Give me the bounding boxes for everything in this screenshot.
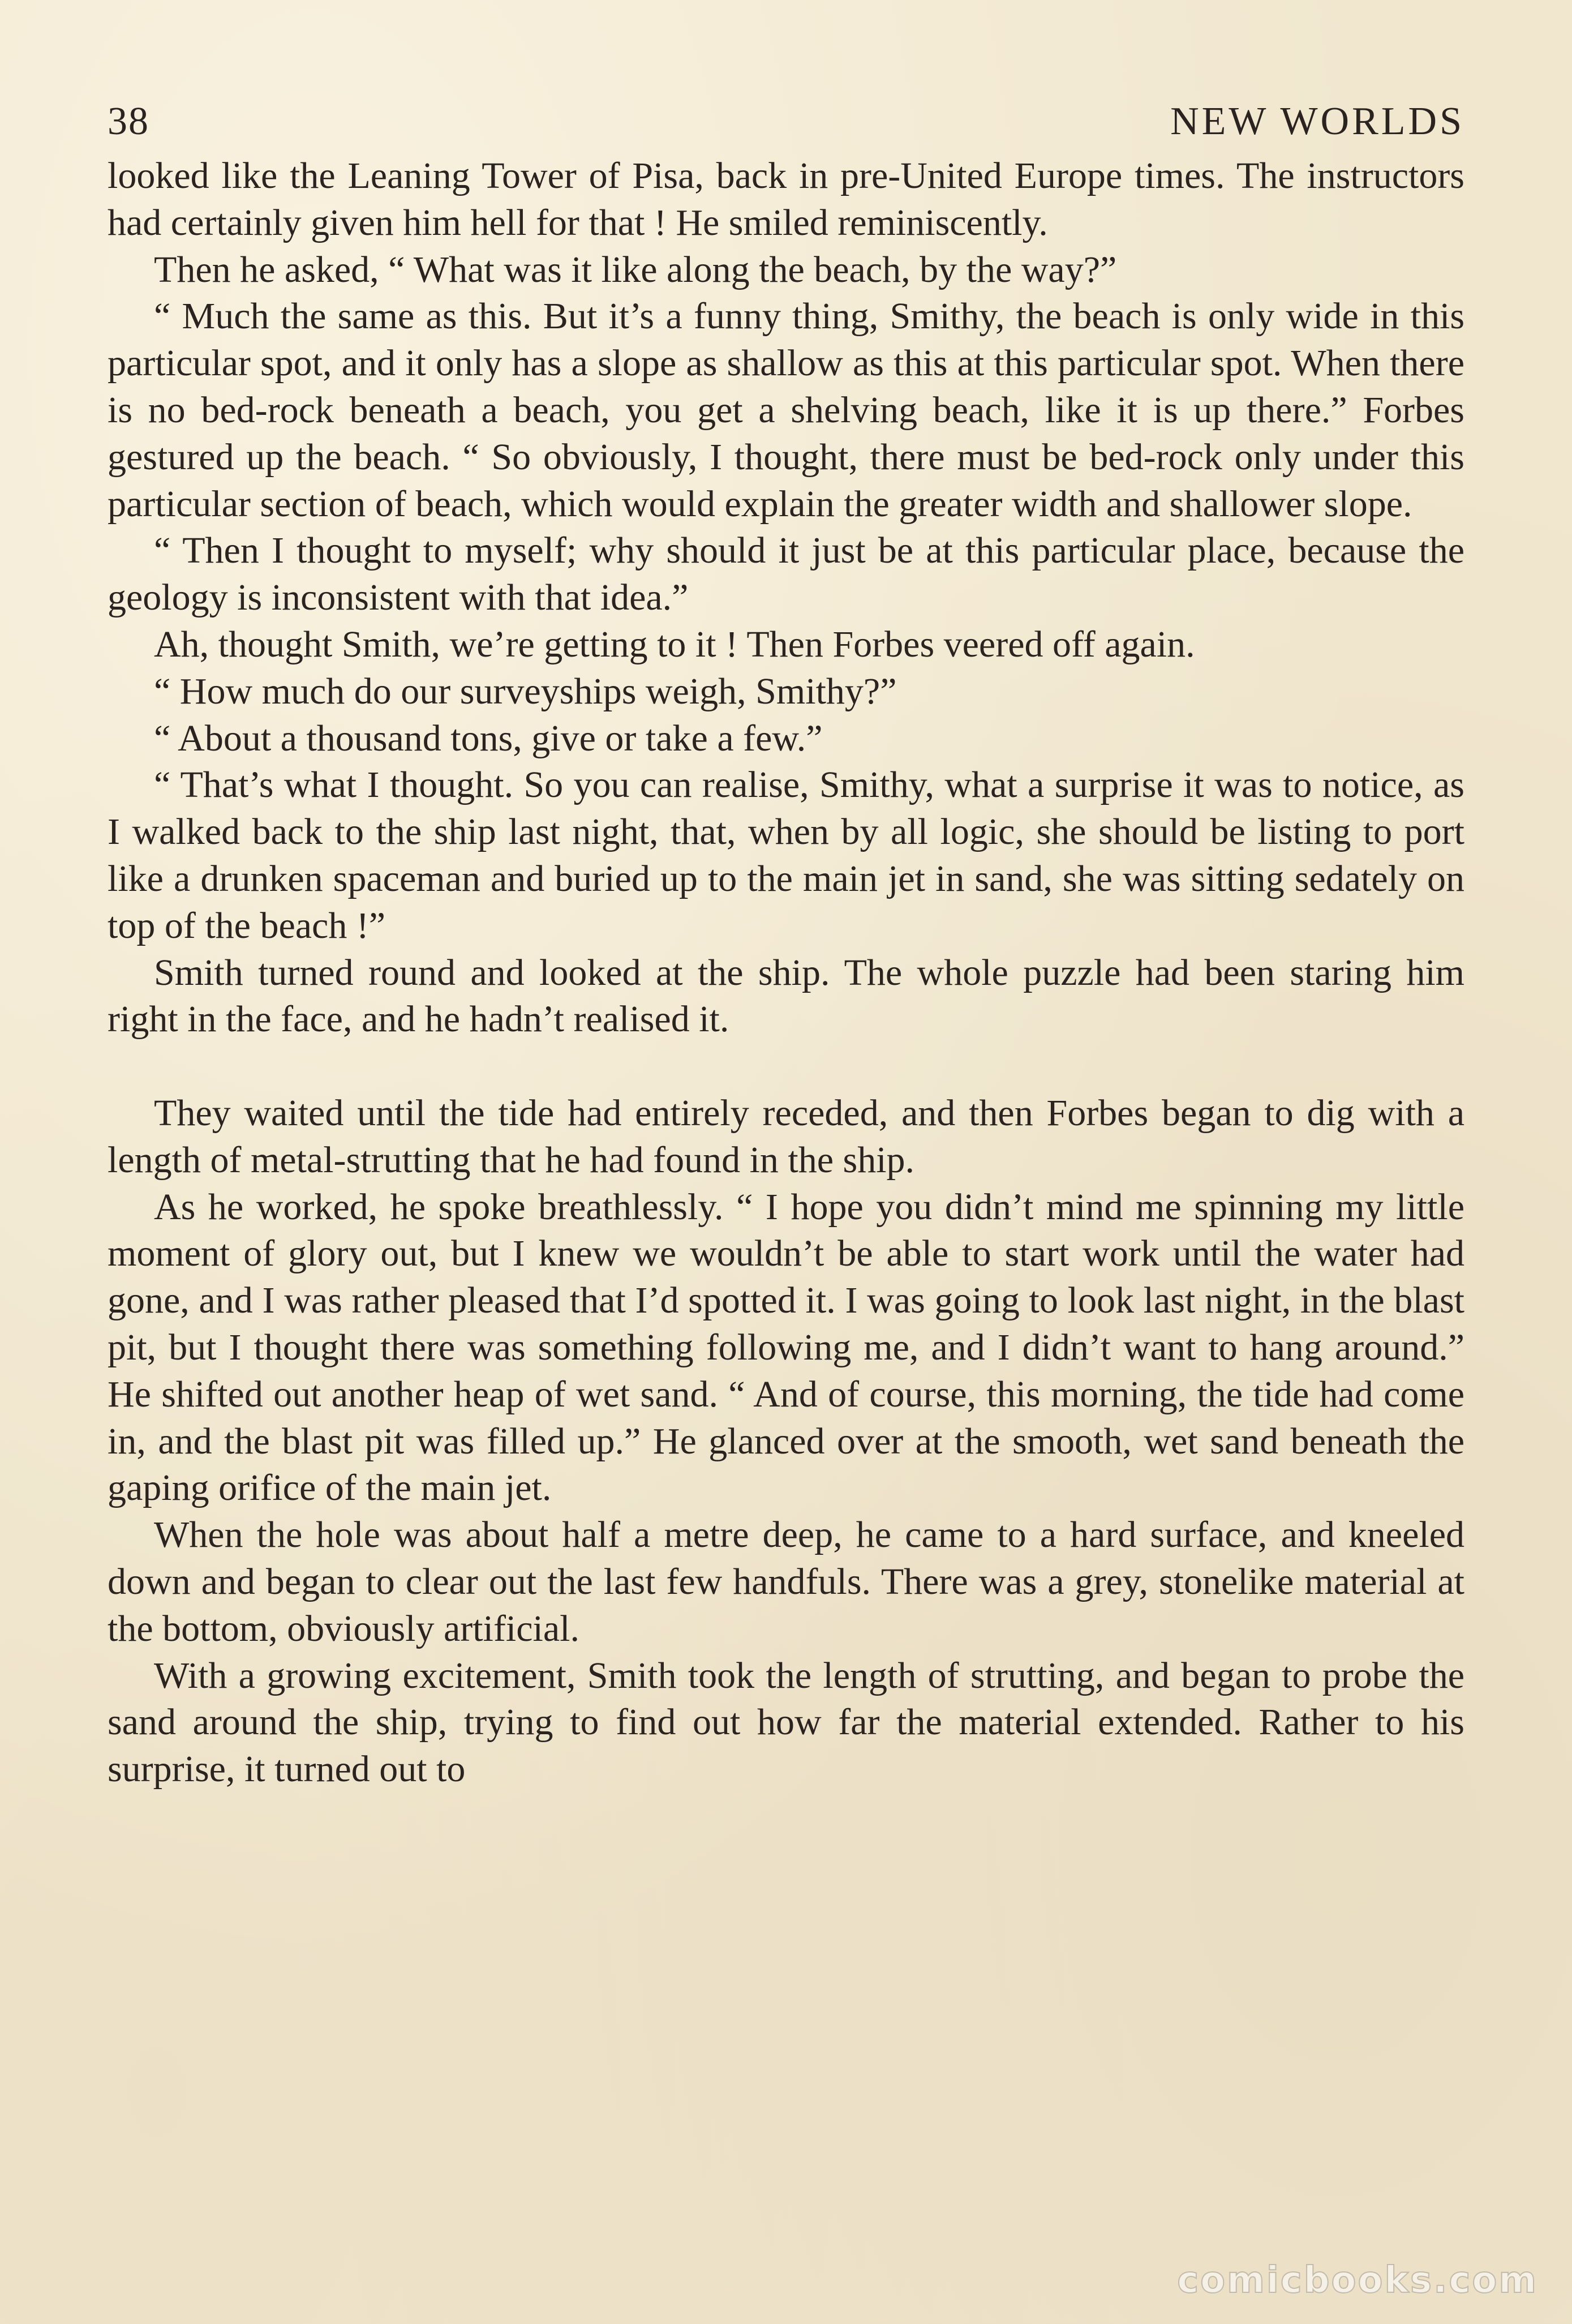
section-break xyxy=(108,1043,1464,1090)
page-number: 38 xyxy=(108,100,149,143)
paragraph: Smith turned round and looked at the ship. The whole puzzle had been staring him right in the face, and he hadn’t realised it. xyxy=(108,951,1464,1040)
paragraph: “ How much do our surveyships weigh, Smithy?” xyxy=(154,670,897,712)
body-text xyxy=(108,153,1464,1793)
paragraph: With a growing excitement, Smith took the length of strutting, and began to probe the sand around the ship, trying to find out how far the material extended. Rather to his surprise, it turned out to xyxy=(108,1654,1464,1790)
paragraph: “ About a thousand tons, give or take a few.” xyxy=(154,717,823,759)
book-page xyxy=(108,91,1464,1793)
watermark-logo: comicbooks.com xyxy=(1177,2259,1538,2301)
paragraph: “ Then I thought to myself; why should it just be at this particular place, because the geology is inconsistent with that idea.” xyxy=(108,530,1464,619)
running-head xyxy=(108,91,1464,153)
paragraph-continued: looked like the Leaning Tower of Pisa, back in pre-United Europe times. The instructors had certainly given him hell for that ! He smiled reminiscently. xyxy=(108,155,1464,243)
paragraph: They waited until the tide had entirely receded, and then Forbes began to dig with a length of metal-strutting that he had found in the ship. xyxy=(108,1092,1464,1181)
paragraph: “ That’s what I thought. So you can realise, Smithy, what a surprise it was to notice, as I walked back to the ship last night, that, when by all logic, she should be listing to port like a drunken spaceman and buried up to the main jet in sand, she was sitting sedately on top of the beach !” xyxy=(108,764,1464,946)
paragraph: Ah, thought Smith, we’re getting to it ! Then Forbes veered off again. xyxy=(154,623,1195,665)
paragraph: Then he asked, “ What was it like along the beach, by the way?” xyxy=(154,248,1117,290)
paragraph: When the hole was about half a metre deep, he came to a hard surface, and kneeled down and began to clear out the last few handfuls. There was a grey, stonelike material at the bottom, obviously artificial. xyxy=(108,1514,1464,1649)
paragraph: “ Much the same as this. But it’s a funny thing, Smithy, the beach is only wide in this particular spot, and it only has a slope as shallow as this at this particular spot. When there is no bed-rock beneath a beach, you get a shelving beach, like it is up there.” Forbes gestured up the beach. “ So obviously, I thought, there must be bed-rock only under this particular section of beach, which would explain the greater width and shallower slope. xyxy=(108,295,1464,525)
running-title: NEW WORLDS xyxy=(1170,100,1464,143)
paragraph: As he worked, he spoke breathlessly. “ I hope you didn’t mind me spinning my little moment of glory out, but I knew we wouldn’t be able to start work until the water had gone, and I was rather pleased that I’d spotted it. I was going to look last night, in the blast pit, but I thought there was something following me, and I didn’t want to hang around.” He shifted out another heap of wet sand. “ And of course, this morning, the tide had come in, and the blast pit was filled up.” He glanced over at the smooth, wet sand beneath the gaping orifice of the main jet. xyxy=(108,1186,1464,1509)
